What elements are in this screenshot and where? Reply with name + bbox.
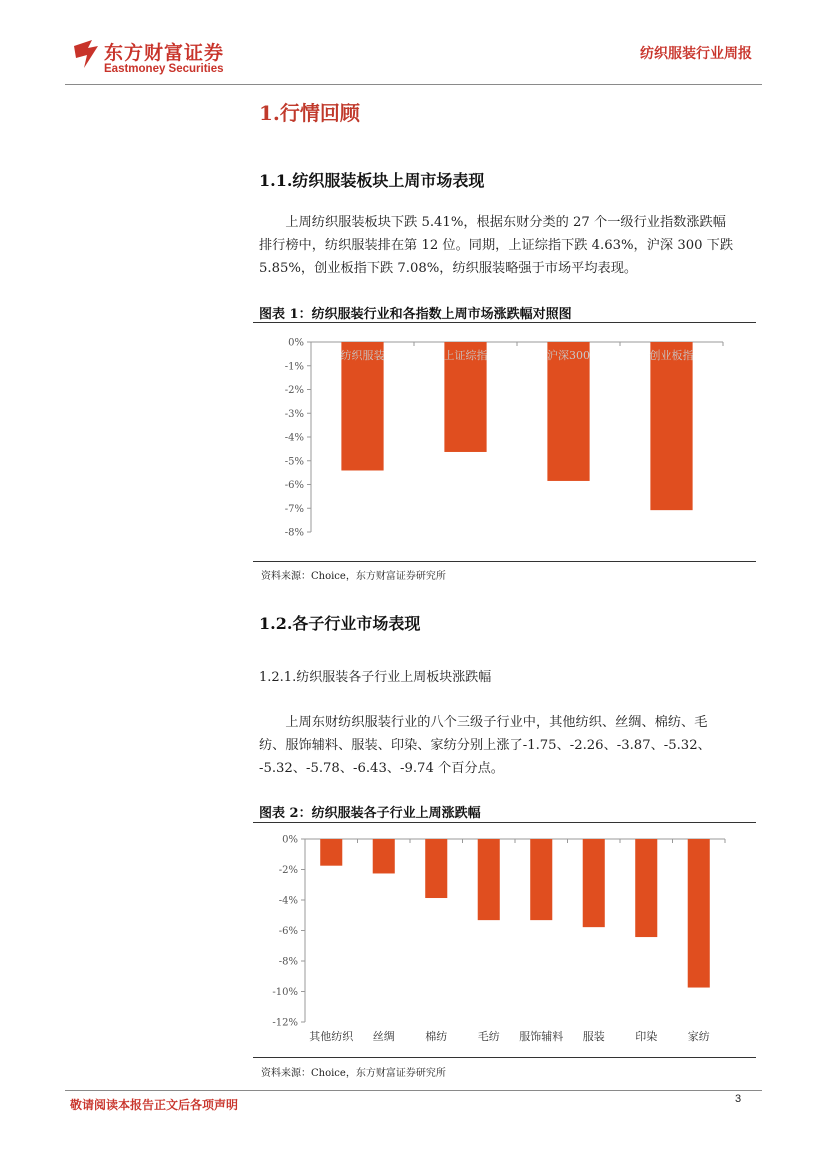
bar bbox=[547, 342, 589, 481]
y-tick-label: -7% bbox=[284, 503, 304, 515]
bar bbox=[650, 342, 692, 510]
section-title-1-1: 1.1.纺织服装板块上周市场表现 bbox=[259, 171, 485, 190]
bar bbox=[425, 839, 447, 898]
x-category-label: 丝绸 bbox=[372, 1030, 395, 1043]
report-type-title: 纺织服装行业周报 bbox=[640, 46, 752, 62]
bar bbox=[373, 839, 395, 873]
y-tick-label: -3% bbox=[284, 408, 304, 420]
paragraph-line: 纺、服饰辅料、服装、印染、家纺分别上涨了-1.75、-2.26、-3.87、-5.32、 bbox=[259, 738, 711, 753]
figure2-source: 资料来源：Choice，东方财富证券研究所 bbox=[261, 1068, 446, 1079]
y-tick-label: -1% bbox=[284, 361, 304, 373]
footer-disclaimer: 敬请阅读本报告正文后各项声明 bbox=[70, 1098, 239, 1112]
y-tick-label: -10% bbox=[272, 987, 298, 998]
x-category-label: 纺织服装 bbox=[340, 349, 385, 362]
paragraph-line: -5.32、-5.78、-6.43、-9.74 个百分点。 bbox=[259, 761, 504, 776]
bar bbox=[478, 839, 500, 920]
y-tick-label: 0% bbox=[288, 337, 304, 349]
paragraph-line: 上周东财纺织服装行业的八个三级子行业中，其他纺织、丝绸、棉纺、毛 bbox=[285, 715, 708, 730]
x-category-label: 印染 bbox=[635, 1030, 658, 1043]
x-category-label: 创业板指 bbox=[649, 349, 694, 362]
header-divider bbox=[65, 84, 762, 85]
x-category-label: 服饰辅料 bbox=[519, 1030, 564, 1043]
figure1-bottom-rule bbox=[253, 561, 756, 562]
paragraph-line: 排行榜中，纺织服装排在第 12 位。同期，上证综指下跌 4.63%，沪深 300 下跌 bbox=[259, 238, 734, 253]
footer-divider bbox=[65, 1090, 762, 1091]
bar bbox=[688, 839, 710, 988]
eastmoney-logo-icon bbox=[70, 38, 100, 70]
y-tick-label: -12% bbox=[272, 1017, 298, 1029]
x-category-label: 服装 bbox=[582, 1030, 605, 1043]
x-category-label: 毛纺 bbox=[477, 1030, 500, 1043]
x-category-label: 棉纺 bbox=[425, 1030, 448, 1043]
brand-name-en: Eastmoney Securities bbox=[104, 63, 224, 75]
page-number: 3 bbox=[735, 1093, 742, 1105]
bar bbox=[320, 839, 342, 866]
section-title-1-2: 1.2.各子行业市场表现 bbox=[259, 614, 421, 633]
y-tick-label: -2% bbox=[278, 865, 298, 876]
y-tick-label: -4% bbox=[278, 895, 298, 907]
y-tick-label: -2% bbox=[284, 385, 304, 396]
figure1-bar-chart bbox=[253, 328, 756, 560]
figure1-source: 资料来源：Choice，东方财富证券研究所 bbox=[261, 571, 446, 582]
paragraph-line: 5.85%，创业板指下跌 7.08%，纺织服装略强于市场平均表现。 bbox=[259, 261, 638, 276]
figure1-top-rule bbox=[253, 322, 756, 323]
y-tick-label: 0% bbox=[282, 834, 298, 846]
y-tick-label: -8% bbox=[284, 527, 304, 539]
x-category-label: 沪深300 bbox=[547, 349, 590, 362]
bar bbox=[530, 839, 552, 920]
y-tick-label: -5% bbox=[284, 456, 304, 468]
figure2-top-rule bbox=[253, 822, 756, 823]
paragraph-line: 上周纺织服装板块下跌 5.41%，根据东财分类的 27 个一级行业指数涨跌幅 bbox=[285, 215, 726, 230]
figure2-bar-chart bbox=[253, 826, 756, 1056]
brand-name-cn: 东方财富证券 bbox=[104, 42, 225, 64]
figure2-bottom-rule bbox=[253, 1057, 756, 1058]
x-category-label: 其他纺织 bbox=[309, 1030, 354, 1043]
figure2-title: 图表 2：纺织服装各子行业上周涨跌幅 bbox=[259, 806, 481, 821]
x-category-label: 家纺 bbox=[687, 1030, 710, 1043]
paragraph-1-1 bbox=[259, 211, 756, 280]
y-tick-label: -6% bbox=[284, 480, 304, 491]
y-tick-label: -8% bbox=[278, 956, 298, 968]
bar bbox=[635, 839, 657, 937]
y-tick-label: -6% bbox=[278, 926, 298, 937]
x-category-label: 上证综指 bbox=[443, 349, 488, 362]
paragraph-1-2-1 bbox=[259, 711, 756, 780]
section-title-market-review: 1.行情回顾 bbox=[259, 101, 360, 125]
figure1-title: 图表 1：纺织服装行业和各指数上周市场涨跌幅对照图 bbox=[259, 307, 572, 322]
section-title-1-2-1: 1.2.1.纺织服装各子行业上周板块涨跌幅 bbox=[259, 670, 492, 685]
bar bbox=[583, 839, 605, 927]
y-tick-label: -4% bbox=[284, 432, 304, 444]
